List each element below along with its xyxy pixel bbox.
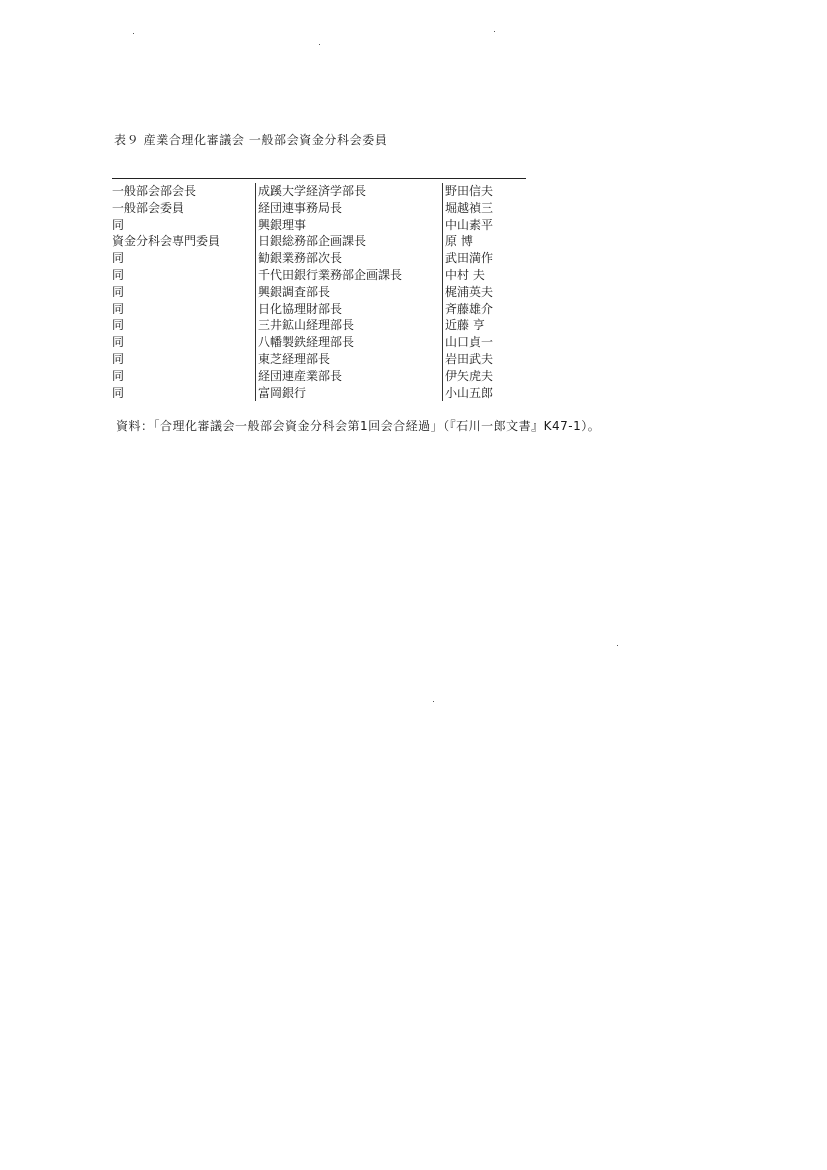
name-cell: 野田信夫	[442, 183, 493, 200]
position-cell: 千代田銀行業務部企画課長	[255, 267, 402, 284]
scan-speck	[617, 645, 618, 646]
role-cell: 一般部会部会長	[112, 184, 197, 198]
role-cell: 同	[112, 318, 125, 333]
scan-speck	[133, 33, 134, 34]
table-row	[112, 301, 512, 318]
table-title: 表９ 産業合理化審議会 一般部会資金分科会委員	[114, 133, 388, 147]
position-cell: 勧銀業務部次長	[255, 250, 342, 267]
role-cell: 同	[112, 251, 125, 266]
role-cell: 同	[112, 368, 125, 383]
table-row	[112, 317, 512, 334]
name-cell: 斉藤雄介	[442, 301, 493, 318]
scan-speck	[319, 44, 320, 45]
name-cell: 堀越禎三	[442, 200, 493, 217]
position-cell: 経団連事務局長	[255, 200, 342, 217]
table-row	[112, 200, 512, 217]
position-cell: 富岡銀行	[255, 385, 306, 402]
name-cell: 山口貞一	[442, 334, 493, 351]
role-cell: 資金分科会専門委員	[112, 234, 221, 249]
name-cell: 岩田武夫	[442, 351, 493, 368]
table-row	[112, 385, 512, 402]
table-top-rule	[112, 178, 526, 179]
position-cell: 東芝経理部長	[255, 351, 330, 368]
position-cell: 八幡製鉄経理部長	[255, 334, 354, 351]
table-row	[112, 183, 512, 200]
table-row	[112, 267, 512, 284]
role-cell: 同	[112, 335, 125, 350]
role-cell: 同	[112, 351, 125, 366]
position-cell: 三井鉱山経理部長	[255, 317, 354, 334]
role-cell: 同	[112, 301, 125, 316]
name-cell: 中村 夫	[442, 267, 485, 284]
name-cell: 梶浦英夫	[442, 284, 493, 301]
role-cell: 一般部会委員	[112, 200, 185, 215]
position-cell: 経団連産業部長	[255, 368, 342, 385]
role-cell: 同	[112, 217, 125, 232]
role-cell: 同	[112, 385, 125, 400]
name-cell: 武田満作	[442, 250, 493, 267]
name-cell: 近藤 亨	[442, 317, 485, 334]
position-cell: 興銀理事	[255, 217, 306, 234]
position-cell: 興銀調査部長	[255, 284, 330, 301]
table-row	[112, 217, 512, 234]
committee-table	[112, 183, 512, 401]
table-row	[112, 351, 512, 368]
table-row	[112, 233, 512, 250]
scan-speck	[494, 31, 495, 32]
name-cell: 伊矢虎夫	[442, 368, 493, 385]
role-cell: 同	[112, 267, 125, 282]
name-cell: 中山素平	[442, 217, 493, 234]
position-cell: 成蹊大学経済学部長	[255, 183, 366, 200]
table-row	[112, 250, 512, 267]
position-cell: 日銀総務部企画課長	[255, 233, 366, 250]
table-row	[112, 334, 512, 351]
source-note: 資料：「合理化審議会一般部会資金分科会第1回会合経過」（『石川一郎文書』K47-1）。	[116, 419, 601, 433]
table-row	[112, 284, 512, 301]
name-cell: 原 博	[442, 233, 473, 250]
position-cell: 日化協理財部長	[255, 301, 342, 318]
name-cell: 小山五郎	[442, 385, 493, 402]
scan-speck	[433, 701, 434, 702]
table-row	[112, 368, 512, 385]
role-cell: 同	[112, 284, 125, 299]
